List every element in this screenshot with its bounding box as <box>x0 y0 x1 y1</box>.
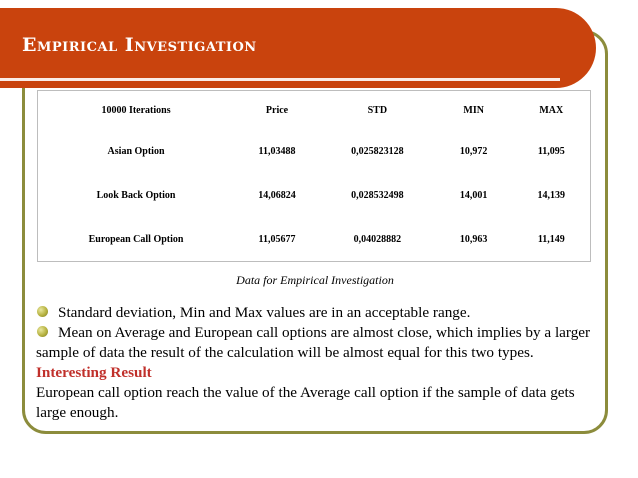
cell-max: 11,149 <box>537 233 565 245</box>
header-price: Price <box>265 104 289 116</box>
cell-std: 0,028532498 <box>351 189 404 201</box>
cell-max: 11,095 <box>537 145 565 157</box>
bullet-icon <box>37 326 48 337</box>
cell-price: 11,05677 <box>258 233 296 245</box>
cell-option: Look Back Option <box>96 189 176 201</box>
cell-std: 0,04028882 <box>353 233 402 245</box>
cell-min: 10,972 <box>459 145 488 157</box>
cell-min: 14,001 <box>459 189 488 201</box>
header-max: MAX <box>539 104 564 116</box>
cell-max: 14,139 <box>537 189 566 201</box>
header-std: STD <box>367 104 388 116</box>
header-iterations: 10000 Iterations <box>101 104 171 116</box>
table-caption: Data for Empirical Investigation <box>236 273 394 287</box>
result-paragraph: European call option reach the value of the Average call option if the sample of data gets large enough. <box>36 384 575 421</box>
bullet-item <box>36 323 608 363</box>
bullet-item <box>36 303 608 323</box>
slide-body <box>36 303 608 423</box>
results-table-container <box>37 90 591 262</box>
interesting-result-heading: Interesting Result <box>36 364 152 381</box>
results-table <box>37 90 591 262</box>
bullet-text: Mean on Average and European call options are almost close, which implies by a larger sample of data the result of the calculation will be almost equal for this two types. <box>36 324 591 361</box>
header-min: MIN <box>463 104 484 116</box>
cell-std: 0,025823128 <box>351 145 404 157</box>
cell-min: 10,963 <box>459 233 488 245</box>
cell-price: 14,06824 <box>258 189 296 201</box>
table-row <box>38 217 591 262</box>
slide-title: Empirical Investigation <box>22 34 257 56</box>
bullet-icon <box>37 306 48 317</box>
cell-option: Asian Option <box>107 145 165 157</box>
cell-price: 11,03488 <box>258 145 296 157</box>
bullet-text: Standard deviation, Min and Max values are in an acceptable range. <box>58 304 471 321</box>
table-row <box>38 129 591 173</box>
table-row <box>38 173 591 217</box>
table-header-row <box>38 91 591 130</box>
cell-option: European Call Option <box>88 233 184 245</box>
banner-underline <box>0 78 560 81</box>
